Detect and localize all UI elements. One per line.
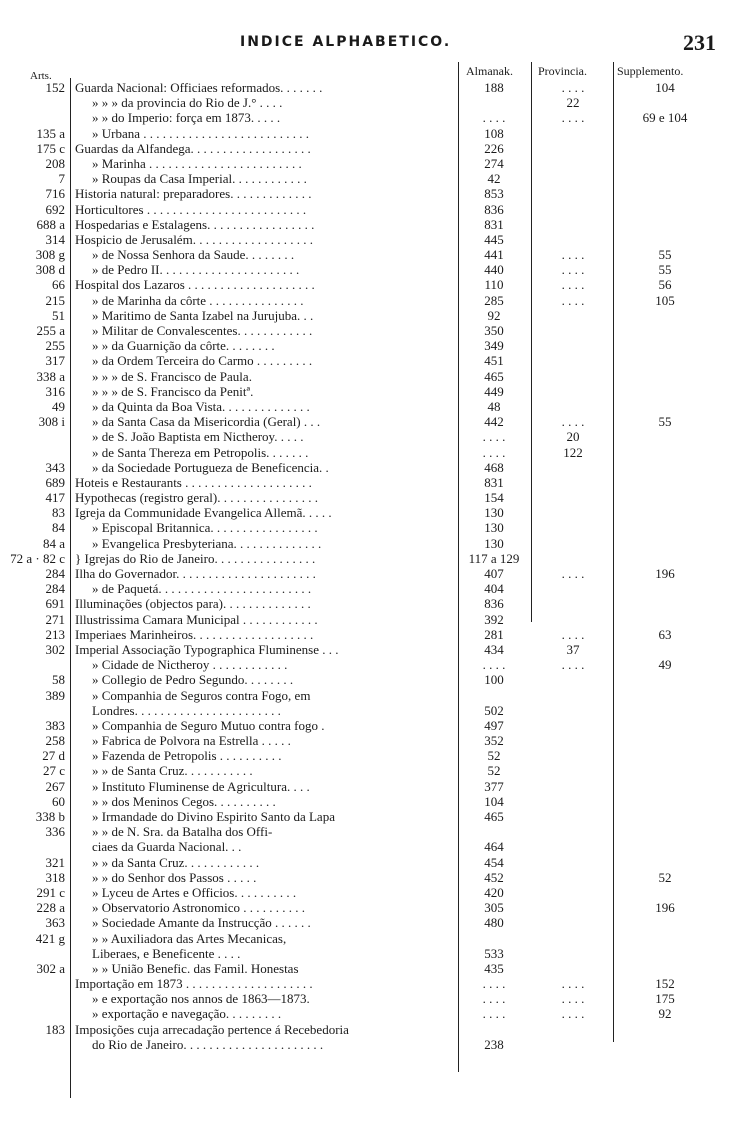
entry-text: Hospital dos Lazaros . . . . . . . . . . . . . . . . . . . .	[75, 277, 315, 293]
entry-text: » de Marinha da côrte . . . . . . . . . . . . . . .	[92, 292, 304, 308]
almanak-page: 831	[484, 216, 504, 232]
entry-text: Igreja da Communidade Evangelica Allemã. . . . .	[75, 505, 332, 521]
article-number: 66	[52, 277, 65, 293]
provincia-page: . . . .	[561, 976, 585, 992]
article-number: 27 d	[42, 748, 65, 764]
almanak-page: 154	[484, 490, 504, 506]
article-number: 317	[45, 353, 65, 369]
almanak-page: 117 a 129	[468, 550, 520, 566]
entry-text: » de S. João Baptista em Nictheroy. . . . .	[92, 429, 304, 445]
article-number: 716	[45, 186, 65, 202]
almanak-page: 440	[484, 262, 504, 278]
almanak-page: 464	[484, 839, 504, 855]
entry-text: » da Ordem Terceira do Carmo . . . . . . . . .	[92, 353, 313, 369]
article-number: 267	[45, 778, 65, 794]
entry-text: » Cidade de Nictheroy . . . . . . . . . . . .	[92, 657, 288, 673]
almanak-page: 465	[484, 809, 504, 824]
entry-text: » » da Guarnição da côrte. . . . . . . .	[92, 338, 275, 354]
almanak-page: . . . .	[482, 991, 506, 1007]
supplemento-page: 56	[658, 277, 672, 293]
almanak-page: 445	[484, 231, 504, 247]
almanak-page: 352	[484, 733, 504, 749]
article-number: 691	[45, 596, 65, 612]
entry-text: » de Santa Thereza em Petropolis. . . . . . .	[92, 444, 309, 460]
supplemento-page: 196	[655, 900, 675, 916]
entry-text: » » » da provincia do Rio de J.° . . . .	[92, 95, 283, 111]
entry-text: » » da Santa Cruz. . . . . . . . . . . .	[92, 854, 260, 870]
article-number: 60	[52, 793, 65, 809]
almanak-page: 42	[487, 171, 501, 187]
supplemento-page: 52	[658, 869, 672, 885]
almanak-page: 420	[484, 884, 504, 900]
almanak-page: 350	[484, 323, 504, 338]
entry-text: Importação em 1873 . . . . . . . . . . . . . . . . . . . .	[75, 976, 313, 992]
entry-text: » » » de S. Francisco da Penitª.	[92, 383, 254, 399]
entry-text: » Fabrica de Polvora na Estrella . . . . .	[92, 733, 291, 749]
almanak-page: 451	[484, 353, 504, 369]
entry-text: Hospicio de Jerusalém. . . . . . . . . . . . . . . . . . .	[75, 231, 313, 247]
article-number: 302	[45, 641, 65, 657]
entry-text: Liberaes, e Beneficente . . . .	[92, 945, 241, 961]
entry-text: » Companhia de Seguros contra Fogo, em	[92, 687, 311, 703]
entry-text: » de Paquetá. . . . . . . . . . . . . . . . . . . . . . . .	[92, 581, 312, 597]
entry-text: » Evangelica Presbyteriana. . . . . . . . . . . . . .	[92, 535, 322, 551]
supplemento-page: 69 e 104	[642, 110, 688, 126]
article-number: 58	[52, 672, 65, 688]
article-number: 302 a	[36, 960, 65, 976]
entry-text: » Fazenda de Petropolis . . . . . . . . . .	[92, 748, 282, 764]
almanak-page: 130	[484, 505, 504, 521]
supplemento-page: 55	[658, 247, 672, 263]
almanak-page: 441	[484, 247, 504, 263]
entry-text: Hypothecas (registro geral). . . . . . . . . . . . . . . .	[75, 490, 318, 506]
entry-text: Hospedarias e Estalagens. . . . . . . . . . . . . . . . .	[75, 216, 315, 232]
entry-text: Imposições cuja arrecadação pertence á Recebedoria	[75, 1021, 349, 1037]
almanak-page: . . . .	[482, 657, 506, 673]
article-number: 336	[45, 824, 65, 840]
entry-text: » » do Senhor dos Passos . . . . .	[92, 869, 257, 885]
column-header-supplemento: Supplemento.	[617, 64, 684, 78]
article-number: 338 a	[36, 368, 65, 384]
article-number: 255 a	[36, 323, 65, 338]
article-number: 383	[45, 717, 65, 733]
almanak-page: . . . .	[482, 1006, 506, 1022]
entry-text: Historia natural: preparadores. . . . . . . . . . . . .	[75, 186, 312, 202]
entry-text: » » do Imperio: força em 1873. . . . .	[92, 110, 281, 126]
entry-text: Hoteis e Restaurants . . . . . . . . . . . . . . . . . . . .	[75, 474, 312, 490]
article-number: 213	[45, 626, 65, 642]
supplemento-page: 105	[655, 292, 675, 308]
supplemento-page: 104	[655, 80, 675, 95]
almanak-page: 442	[484, 414, 504, 430]
almanak-page: 274	[484, 155, 504, 171]
article-number: 152	[45, 80, 65, 95]
article-number: 228 a	[36, 900, 65, 916]
almanak-page: 52	[487, 748, 501, 764]
almanak-page: . . . .	[482, 976, 506, 992]
entry-text: » Irmandade do Divino Espirito Santo da Lapa	[92, 809, 335, 824]
entry-text: » da Quinta da Boa Vista. . . . . . . . . . . . . .	[92, 398, 310, 414]
supplemento-page: 49	[658, 657, 672, 673]
column-rule-supplemento	[613, 62, 614, 1042]
provincia-page: . . . .	[561, 247, 585, 263]
provincia-page: 20	[566, 429, 580, 445]
provincia-page: . . . .	[561, 1006, 585, 1022]
article-number: 84	[52, 520, 65, 536]
column-rule-left	[70, 78, 71, 1098]
entry-text: » » de Santa Cruz. . . . . . . . . . .	[92, 763, 253, 779]
entry-text: » » dos Meninos Cegos. . . . . . . . . .	[92, 793, 276, 809]
page-number: 231	[683, 30, 716, 55]
almanak-page: 92	[487, 307, 501, 323]
almanak-page: 130	[484, 535, 504, 551]
article-number: 215	[45, 292, 65, 308]
entry-text: Londres. . . . . . . . . . . . . . . . . . . . . . .	[92, 702, 281, 718]
entry-text: » Roupas da Casa Imperial. . . . . . . . . . . .	[92, 171, 307, 187]
almanak-page: 449	[484, 383, 504, 399]
supplemento-page: 175	[655, 991, 675, 1007]
entry-text: » Urbana . . . . . . . . . . . . . . . . . . . . . . . . . .	[92, 125, 310, 141]
entry-text: » » de N. Sra. da Batalha dos Offi-	[92, 824, 273, 840]
almanak-page: . . . .	[482, 429, 506, 445]
almanak-page: 452	[484, 869, 504, 885]
article-number: 316	[45, 383, 65, 399]
column-header-arts: Arts.	[30, 70, 52, 82]
almanak-page: 480	[484, 915, 504, 931]
provincia-page: . . . .	[561, 414, 585, 430]
article-number: 49	[52, 398, 65, 414]
entry-text: } Igrejas do Rio de Janeiro. . . . . . . . . . . . . . . .	[75, 550, 316, 566]
provincia-page: . . . .	[561, 277, 585, 293]
article-number: 84 a	[42, 535, 65, 551]
entry-text: » de Pedro II. . . . . . . . . . . . . . . . . . . . . .	[92, 262, 300, 278]
article-number: 258	[45, 733, 65, 749]
almanak-page: 130	[484, 520, 504, 536]
almanak-page: 435	[484, 960, 504, 976]
article-number: 343	[45, 459, 65, 475]
entry-text: Guardas da Alfandega. . . . . . . . . . . . . . . . . . .	[75, 140, 311, 156]
entry-text: » e exportação nos annos de 1863—1873.	[92, 991, 310, 1007]
almanak-page: 104	[484, 793, 504, 809]
article-number: 291 c	[36, 884, 65, 900]
supplemento-page: 196	[655, 566, 675, 581]
article-number: 7	[58, 171, 65, 187]
entry-text: » Militar de Convalescentes. . . . . . . . . . . .	[92, 323, 313, 338]
provincia-page: . . . .	[561, 626, 585, 642]
article-number: 421 g	[35, 930, 65, 946]
almanak-page: 52	[487, 763, 501, 779]
almanak-page: 502	[484, 702, 504, 718]
entry-text: Imperial Associação Typographica Fluminense . . .	[75, 641, 339, 657]
supplemento-page: 92	[658, 1006, 672, 1022]
entry-text: » Instituto Fluminense de Agricultura. . . .	[92, 778, 310, 794]
article-number: 27 c	[42, 763, 65, 779]
article-number: 271	[45, 611, 65, 627]
article-number: 308 g	[35, 247, 65, 263]
entry-text: Imperiaes Marinheiros. . . . . . . . . . . . . . . . . . .	[75, 626, 314, 642]
provincia-page: . . . .	[561, 292, 585, 308]
entry-text: » Episcopal Britannica. . . . . . . . . . . . . . . . .	[92, 520, 318, 536]
provincia-page: . . . .	[561, 566, 585, 581]
entry-text: » » Auxiliadora das Artes Mecanicas,	[92, 930, 287, 946]
almanak-page: 110	[484, 277, 504, 293]
provincia-page: 37	[566, 641, 580, 657]
almanak-page: . . . .	[482, 444, 506, 460]
almanak-page: 454	[484, 854, 504, 870]
article-number: 689	[45, 474, 65, 490]
almanak-page: 281	[484, 626, 504, 642]
article-number: 314	[45, 231, 65, 247]
almanak-page: 100	[484, 672, 504, 688]
column-header-provincia: Provincia.	[538, 64, 587, 78]
almanak-page: 392	[484, 611, 504, 627]
entry-text: » da Sociedade Portugueza de Beneficencia. .	[92, 459, 329, 475]
provincia-page: 122	[563, 444, 583, 460]
entry-text: » Lyceu de Artes e Officios. . . . . . . . . .	[92, 884, 297, 900]
almanak-page: 349	[484, 338, 504, 354]
page-title: INDICE ALPHABETICO.	[240, 34, 452, 50]
article-number: 692	[45, 201, 65, 217]
almanak-page: 407	[484, 566, 504, 581]
entry-text: Illuminações (objectos para). . . . . . . . . . . . . .	[75, 596, 311, 612]
provincia-page: . . . .	[561, 991, 585, 1007]
entry-text: Illustrissima Camara Municipal . . . . . . . . . . . .	[75, 611, 318, 627]
almanak-page: 305	[484, 900, 504, 916]
article-number: 175 c	[36, 140, 65, 156]
provincia-page: . . . .	[561, 657, 585, 673]
article-number: 135 a	[36, 125, 65, 141]
article-number: 308 d	[35, 262, 65, 278]
article-number: 389	[45, 687, 65, 703]
entry-text: Ilha do Governador. . . . . . . . . . . . . . . . . . . . . .	[75, 566, 316, 581]
article-number: 83	[52, 505, 65, 521]
entry-text: » de Nossa Senhora da Saude. . . . . . . .	[92, 247, 295, 263]
provincia-page: . . . .	[561, 110, 585, 126]
article-number: 208	[45, 155, 65, 171]
supplemento-page: 63	[658, 626, 672, 642]
almanak-page: 226	[484, 140, 504, 156]
article-number: 183	[45, 1021, 65, 1037]
entry-text: » » União Benefic. das Famil. Honestas	[92, 960, 299, 976]
almanak-page: 497	[484, 717, 504, 733]
almanak-page: 468	[484, 459, 504, 475]
entry-text: » Sociedade Amante da Instrucção . . . . . .	[92, 915, 311, 931]
almanak-page: 831	[484, 474, 504, 490]
article-number: 72 a · 82 c	[10, 550, 65, 566]
entry-text: » Maritimo de Santa Izabel na Jurujuba. . .	[92, 307, 314, 323]
supplemento-page: 55	[658, 262, 672, 278]
almanak-page: 48	[487, 398, 501, 414]
entry-text: Guarda Nacional: Officiaes reformados. . . . . . .	[75, 80, 323, 95]
entry-text: » Collegio de Pedro Segundo. . . . . . . .	[92, 672, 294, 688]
almanak-page: 533	[484, 945, 504, 961]
article-number: 363	[45, 915, 65, 931]
almanak-page: 836	[484, 596, 504, 612]
almanak-page: 238	[484, 1036, 504, 1052]
provincia-page: 22	[566, 95, 580, 111]
entry-text: » da Santa Casa da Misericordia (Geral) . . .	[92, 414, 321, 430]
almanak-page: 404	[484, 581, 504, 597]
article-number: 284	[45, 566, 65, 581]
column-header-almanak: Almanak.	[466, 64, 513, 78]
provincia-page: . . . .	[561, 262, 585, 278]
article-number: 255	[45, 338, 65, 354]
almanak-page: 188	[484, 80, 504, 95]
entry-text: ciaes da Guarda Nacional. . .	[92, 839, 242, 855]
entry-text: » Observatorio Astronomico . . . . . . . . . .	[92, 900, 306, 916]
article-number: 321	[45, 854, 65, 870]
almanak-page: 836	[484, 201, 504, 217]
almanak-page: 285	[484, 292, 504, 308]
entry-text: Horticultores . . . . . . . . . . . . . . . . . . . . . . . . .	[75, 201, 307, 217]
entry-text: » » » de S. Francisco de Paula.	[92, 368, 252, 384]
article-number: 308 i	[38, 414, 65, 430]
article-number: 688 a	[36, 216, 65, 232]
article-number: 318	[45, 869, 65, 885]
article-number: 284	[45, 581, 65, 597]
almanak-page: 434	[484, 641, 504, 657]
almanak-page: 853	[484, 186, 504, 202]
column-rule-provincia	[531, 62, 532, 622]
entry-text: » Marinha . . . . . . . . . . . . . . . . . . . . . . . .	[92, 155, 302, 171]
entry-text: » exportação e navegação. . . . . . . . .	[92, 1006, 282, 1022]
supplemento-page: 55	[658, 414, 672, 430]
almanak-page: 465	[484, 368, 504, 384]
almanak-page: 108	[484, 125, 504, 141]
entry-text: » Companhia de Seguro Mutuo contra fogo .	[92, 717, 325, 733]
entry-text: do Rio de Janeiro. . . . . . . . . . . . . . . . . . . . . .	[92, 1036, 324, 1052]
almanak-page: 377	[484, 778, 504, 794]
article-number: 338 b	[35, 809, 65, 824]
article-number: 51	[52, 307, 65, 323]
almanak-page: . . . .	[482, 110, 506, 126]
article-number: 417	[45, 490, 65, 506]
supplemento-page: 152	[655, 976, 675, 992]
provincia-page: . . . .	[561, 80, 585, 95]
